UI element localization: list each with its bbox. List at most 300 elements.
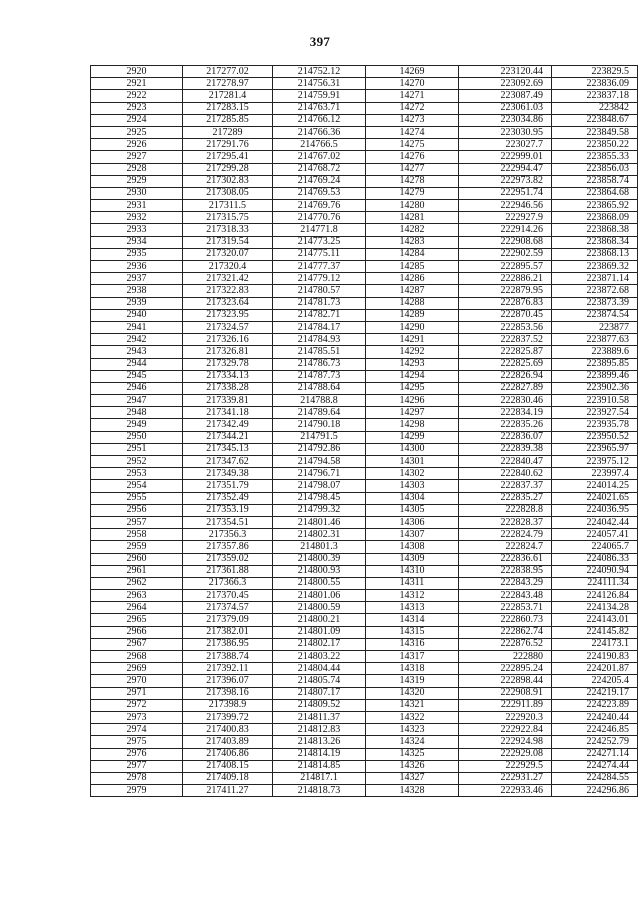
point-number-left-cell: 2966	[91, 626, 183, 638]
x-coordinate-left-cell: 217315.75	[183, 212, 273, 224]
y-coordinate-right-cell: 224145.82	[552, 626, 638, 638]
y-coordinate-left-cell: 214800.93	[273, 565, 366, 577]
x-coordinate-left-cell: 217386.95	[183, 638, 273, 650]
y-coordinate-left-cell: 214786.73	[273, 358, 366, 370]
y-coordinate-left-cell: 214785.51	[273, 346, 366, 358]
x-coordinate-right-cell: 223034.86	[459, 114, 552, 126]
point-number-right-cell: 14318	[366, 663, 459, 675]
x-coordinate-right-cell: 222827.89	[459, 382, 552, 394]
y-coordinate-left-cell: 214798.07	[273, 480, 366, 492]
x-coordinate-left-cell: 217323.95	[183, 309, 273, 321]
x-coordinate-right-cell: 222843.48	[459, 590, 552, 602]
y-coordinate-right-cell: 224086.33	[552, 553, 638, 565]
table-row	[91, 321, 638, 333]
y-coordinate-right-cell: 224126.84	[552, 590, 638, 602]
y-coordinate-left-cell: 214796.71	[273, 468, 366, 480]
point-number-left-cell: 2977	[91, 760, 183, 772]
y-coordinate-left-cell: 214802.31	[273, 529, 366, 541]
point-number-left-cell: 2978	[91, 772, 183, 784]
point-number-right-cell: 14298	[366, 419, 459, 431]
point-number-right-cell: 14291	[366, 334, 459, 346]
x-coordinate-left-cell: 217289	[183, 126, 273, 138]
point-number-left-cell: 2922	[91, 90, 183, 102]
y-coordinate-left-cell: 214817.1	[273, 772, 366, 784]
x-coordinate-left-cell: 217406.86	[183, 748, 273, 760]
x-coordinate-left-cell: 217388.74	[183, 651, 273, 663]
y-coordinate-right-cell: 224246.85	[552, 724, 638, 736]
point-number-left-cell: 2936	[91, 261, 183, 273]
table-row	[91, 492, 638, 504]
point-number-left-cell: 2932	[91, 212, 183, 224]
y-coordinate-right-cell: 223965.97	[552, 443, 638, 455]
y-coordinate-left-cell: 214794.58	[273, 456, 366, 468]
x-coordinate-right-cell: 222946.56	[459, 200, 552, 212]
y-coordinate-left-cell: 214800.21	[273, 614, 366, 626]
y-coordinate-left-cell: 214811.37	[273, 711, 366, 723]
table-row	[91, 785, 638, 797]
x-coordinate-left-cell: 217322.83	[183, 285, 273, 297]
coordinates-table	[90, 65, 638, 797]
point-number-right-cell: 14312	[366, 590, 459, 602]
point-number-left-cell: 2965	[91, 614, 183, 626]
x-coordinate-right-cell: 222828.8	[459, 504, 552, 516]
point-number-left-cell: 2976	[91, 748, 183, 760]
table-row	[91, 187, 638, 199]
y-coordinate-right-cell: 223895.85	[552, 358, 638, 370]
point-number-right-cell: 14327	[366, 772, 459, 784]
table-row	[91, 541, 638, 553]
x-coordinate-left-cell: 217359.02	[183, 553, 273, 565]
y-coordinate-left-cell: 214792.86	[273, 443, 366, 455]
x-coordinate-right-cell: 222920.3	[459, 711, 552, 723]
point-number-left-cell: 2930	[91, 187, 183, 199]
x-coordinate-right-cell: 222835.27	[459, 492, 552, 504]
y-coordinate-left-cell: 214812.83	[273, 724, 366, 736]
x-coordinate-left-cell: 217354.51	[183, 516, 273, 528]
x-coordinate-right-cell: 223027.7	[459, 139, 552, 151]
point-number-right-cell: 14303	[366, 480, 459, 492]
y-coordinate-left-cell: 214801.46	[273, 516, 366, 528]
table-row	[91, 602, 638, 614]
y-coordinate-right-cell: 224296.86	[552, 785, 638, 797]
point-number-right-cell: 14270	[366, 78, 459, 90]
x-coordinate-left-cell: 217345.13	[183, 443, 273, 455]
table-row	[91, 748, 638, 760]
y-coordinate-left-cell: 214775.11	[273, 248, 366, 260]
y-coordinate-left-cell: 214800.59	[273, 602, 366, 614]
y-coordinate-left-cell: 214779.12	[273, 273, 366, 285]
table-row	[91, 261, 638, 273]
table-row	[91, 565, 638, 577]
y-coordinate-left-cell: 214802.17	[273, 638, 366, 650]
point-number-left-cell: 2974	[91, 724, 183, 736]
point-number-right-cell: 14292	[366, 346, 459, 358]
x-coordinate-right-cell: 223030.95	[459, 126, 552, 138]
x-coordinate-right-cell: 222870.45	[459, 309, 552, 321]
point-number-left-cell: 2935	[91, 248, 183, 260]
point-number-right-cell: 14278	[366, 175, 459, 187]
y-coordinate-right-cell: 223849.58	[552, 126, 638, 138]
y-coordinate-right-cell: 223902.36	[552, 382, 638, 394]
y-coordinate-right-cell: 223864.68	[552, 187, 638, 199]
x-coordinate-left-cell: 217319.54	[183, 236, 273, 248]
y-coordinate-right-cell: 224143.01	[552, 614, 638, 626]
table-row	[91, 651, 638, 663]
y-coordinate-right-cell: 223868.34	[552, 236, 638, 248]
table-row	[91, 419, 638, 431]
y-coordinate-right-cell: 223873.39	[552, 297, 638, 309]
table-row	[91, 163, 638, 175]
point-number-left-cell: 2967	[91, 638, 183, 650]
point-number-left-cell: 2933	[91, 224, 183, 236]
point-number-left-cell: 2953	[91, 468, 183, 480]
x-coordinate-left-cell: 217277.02	[183, 66, 273, 78]
x-coordinate-left-cell: 217334.13	[183, 370, 273, 382]
table-row	[91, 236, 638, 248]
table-row	[91, 626, 638, 638]
y-coordinate-right-cell: 223842	[552, 102, 638, 114]
table-row	[91, 114, 638, 126]
y-coordinate-right-cell: 223829.5	[552, 66, 638, 78]
point-number-right-cell: 14302	[366, 468, 459, 480]
y-coordinate-left-cell: 214766.12	[273, 114, 366, 126]
x-coordinate-right-cell: 222929.08	[459, 748, 552, 760]
table-row	[91, 468, 638, 480]
x-coordinate-left-cell: 217392.11	[183, 663, 273, 675]
x-coordinate-right-cell: 222853.71	[459, 602, 552, 614]
point-number-right-cell: 14311	[366, 577, 459, 589]
y-coordinate-right-cell: 224057.41	[552, 529, 638, 541]
x-coordinate-left-cell: 217329.78	[183, 358, 273, 370]
point-number-right-cell: 14273	[366, 114, 459, 126]
table-row	[91, 224, 638, 236]
x-coordinate-right-cell: 222843.29	[459, 577, 552, 589]
point-number-left-cell: 2972	[91, 699, 183, 711]
y-coordinate-right-cell: 223871.14	[552, 273, 638, 285]
y-coordinate-right-cell: 224284.55	[552, 772, 638, 784]
point-number-right-cell: 14324	[366, 736, 459, 748]
y-coordinate-left-cell: 214803.22	[273, 651, 366, 663]
x-coordinate-right-cell: 222840.47	[459, 456, 552, 468]
table-row	[91, 66, 638, 78]
x-coordinate-left-cell: 217403.89	[183, 736, 273, 748]
y-coordinate-right-cell: 223997.4	[552, 468, 638, 480]
x-coordinate-right-cell: 222902.59	[459, 248, 552, 260]
x-coordinate-right-cell: 222922.84	[459, 724, 552, 736]
x-coordinate-right-cell: 222837.52	[459, 334, 552, 346]
x-coordinate-right-cell: 222911.89	[459, 699, 552, 711]
x-coordinate-left-cell: 217342.49	[183, 419, 273, 431]
y-coordinate-right-cell: 223868.13	[552, 248, 638, 260]
y-coordinate-left-cell: 214767.02	[273, 151, 366, 163]
x-coordinate-left-cell: 217283.15	[183, 102, 273, 114]
coordinates-table-body	[91, 66, 638, 797]
point-number-left-cell: 2942	[91, 334, 183, 346]
y-coordinate-right-cell: 224219.17	[552, 687, 638, 699]
point-number-right-cell: 14313	[366, 602, 459, 614]
table-row	[91, 395, 638, 407]
table-row	[91, 151, 638, 163]
y-coordinate-left-cell: 214798.45	[273, 492, 366, 504]
table-row	[91, 711, 638, 723]
x-coordinate-right-cell: 222828.37	[459, 516, 552, 528]
y-coordinate-right-cell: 224111.34	[552, 577, 638, 589]
table-row	[91, 553, 638, 565]
x-coordinate-right-cell: 223087.49	[459, 90, 552, 102]
point-number-right-cell: 14316	[366, 638, 459, 650]
y-coordinate-right-cell: 224201.87	[552, 663, 638, 675]
point-number-right-cell: 14309	[366, 553, 459, 565]
table-row	[91, 504, 638, 516]
point-number-left-cell: 2928	[91, 163, 183, 175]
point-number-left-cell: 2952	[91, 456, 183, 468]
x-coordinate-left-cell: 217326.81	[183, 346, 273, 358]
y-coordinate-left-cell: 214784.93	[273, 334, 366, 346]
y-coordinate-left-cell: 214777.37	[273, 261, 366, 273]
y-coordinate-left-cell: 214801.3	[273, 541, 366, 553]
point-number-right-cell: 14285	[366, 261, 459, 273]
x-coordinate-right-cell: 222999.01	[459, 151, 552, 163]
point-number-right-cell: 14308	[366, 541, 459, 553]
x-coordinate-left-cell: 217379.09	[183, 614, 273, 626]
x-coordinate-right-cell: 222908.68	[459, 236, 552, 248]
point-number-left-cell: 2929	[91, 175, 183, 187]
y-coordinate-left-cell: 214807.17	[273, 687, 366, 699]
x-coordinate-left-cell: 217341.18	[183, 407, 273, 419]
y-coordinate-left-cell: 214781.73	[273, 297, 366, 309]
y-coordinate-right-cell: 223975.12	[552, 456, 638, 468]
table-row	[91, 212, 638, 224]
point-number-left-cell: 2971	[91, 687, 183, 699]
point-number-right-cell: 14310	[366, 565, 459, 577]
point-number-left-cell: 2949	[91, 419, 183, 431]
point-number-left-cell: 2975	[91, 736, 183, 748]
y-coordinate-left-cell: 214780.57	[273, 285, 366, 297]
table-row	[91, 431, 638, 443]
x-coordinate-left-cell: 217351.79	[183, 480, 273, 492]
point-number-right-cell: 14297	[366, 407, 459, 419]
x-coordinate-left-cell: 217366.3	[183, 577, 273, 589]
y-coordinate-left-cell: 214800.39	[273, 553, 366, 565]
x-coordinate-right-cell: 222886.21	[459, 273, 552, 285]
y-coordinate-left-cell: 214814.85	[273, 760, 366, 772]
x-coordinate-right-cell: 222908.91	[459, 687, 552, 699]
x-coordinate-right-cell: 222835.26	[459, 419, 552, 431]
point-number-right-cell: 14280	[366, 200, 459, 212]
x-coordinate-right-cell: 222853.56	[459, 321, 552, 333]
x-coordinate-right-cell: 222898.44	[459, 675, 552, 687]
point-number-right-cell: 14293	[366, 358, 459, 370]
y-coordinate-left-cell: 214784.17	[273, 321, 366, 333]
table-row	[91, 334, 638, 346]
y-coordinate-left-cell: 214814.19	[273, 748, 366, 760]
table-row	[91, 407, 638, 419]
y-coordinate-left-cell: 214771.8	[273, 224, 366, 236]
y-coordinate-right-cell: 223899.46	[552, 370, 638, 382]
y-coordinate-left-cell: 214804.44	[273, 663, 366, 675]
point-number-right-cell: 14290	[366, 321, 459, 333]
y-coordinate-right-cell: 223850.22	[552, 139, 638, 151]
y-coordinate-left-cell: 214773.25	[273, 236, 366, 248]
table-row	[91, 456, 638, 468]
point-number-right-cell: 14319	[366, 675, 459, 687]
point-number-right-cell: 14323	[366, 724, 459, 736]
point-number-left-cell: 2939	[91, 297, 183, 309]
y-coordinate-left-cell: 214752.12	[273, 66, 366, 78]
x-coordinate-left-cell: 217320.07	[183, 248, 273, 260]
point-number-right-cell: 14283	[366, 236, 459, 248]
table-row	[91, 724, 638, 736]
y-coordinate-left-cell: 214813.26	[273, 736, 366, 748]
table-row	[91, 516, 638, 528]
x-coordinate-left-cell: 217339.81	[183, 395, 273, 407]
y-coordinate-left-cell: 214766.36	[273, 126, 366, 138]
y-coordinate-left-cell: 214787.73	[273, 370, 366, 382]
y-coordinate-right-cell: 223877.63	[552, 334, 638, 346]
point-number-left-cell: 2931	[91, 200, 183, 212]
point-number-right-cell: 14314	[366, 614, 459, 626]
x-coordinate-left-cell: 217295.41	[183, 151, 273, 163]
table-row	[91, 273, 638, 285]
y-coordinate-right-cell: 224274.44	[552, 760, 638, 772]
y-coordinate-left-cell: 214769.53	[273, 187, 366, 199]
y-coordinate-right-cell: 223855.33	[552, 151, 638, 163]
x-coordinate-right-cell: 222880	[459, 651, 552, 663]
point-number-right-cell: 14315	[366, 626, 459, 638]
point-number-right-cell: 14301	[366, 456, 459, 468]
x-coordinate-right-cell: 222836.07	[459, 431, 552, 443]
x-coordinate-right-cell: 223120.44	[459, 66, 552, 78]
point-number-left-cell: 2959	[91, 541, 183, 553]
x-coordinate-left-cell: 217318.33	[183, 224, 273, 236]
point-number-left-cell: 2961	[91, 565, 183, 577]
y-coordinate-left-cell: 214759.91	[273, 90, 366, 102]
y-coordinate-right-cell: 224190.83	[552, 651, 638, 663]
x-coordinate-right-cell: 222838.95	[459, 565, 552, 577]
point-number-left-cell: 2969	[91, 663, 183, 675]
point-number-left-cell: 2948	[91, 407, 183, 419]
y-coordinate-right-cell: 223935.78	[552, 419, 638, 431]
table-row	[91, 200, 638, 212]
x-coordinate-left-cell: 217370.45	[183, 590, 273, 602]
y-coordinate-left-cell: 214770.76	[273, 212, 366, 224]
y-coordinate-left-cell: 214809.52	[273, 699, 366, 711]
y-coordinate-right-cell: 223950.52	[552, 431, 638, 443]
point-number-left-cell: 2944	[91, 358, 183, 370]
point-number-right-cell: 14289	[366, 309, 459, 321]
y-coordinate-right-cell: 223865.92	[552, 200, 638, 212]
point-number-left-cell: 2927	[91, 151, 183, 163]
y-coordinate-right-cell: 223872.68	[552, 285, 638, 297]
x-coordinate-right-cell: 223061.03	[459, 102, 552, 114]
y-coordinate-right-cell: 224014.25	[552, 480, 638, 492]
x-coordinate-left-cell: 217320.4	[183, 261, 273, 273]
point-number-right-cell: 14281	[366, 212, 459, 224]
x-coordinate-right-cell: 222826.94	[459, 370, 552, 382]
point-number-left-cell: 2941	[91, 321, 183, 333]
x-coordinate-left-cell: 217338.28	[183, 382, 273, 394]
point-number-left-cell: 2937	[91, 273, 183, 285]
point-number-right-cell: 14288	[366, 297, 459, 309]
point-number-left-cell: 2963	[91, 590, 183, 602]
x-coordinate-left-cell: 217353.19	[183, 504, 273, 516]
y-coordinate-left-cell: 214799.32	[273, 504, 366, 516]
x-coordinate-right-cell: 222895.24	[459, 663, 552, 675]
x-coordinate-right-cell: 222929.5	[459, 760, 552, 772]
x-coordinate-left-cell: 217344.21	[183, 431, 273, 443]
table-row	[91, 309, 638, 321]
x-coordinate-right-cell: 222862.74	[459, 626, 552, 638]
y-coordinate-right-cell: 223836.09	[552, 78, 638, 90]
point-number-right-cell: 14282	[366, 224, 459, 236]
point-number-left-cell: 2950	[91, 431, 183, 443]
x-coordinate-left-cell: 217347.62	[183, 456, 273, 468]
point-number-left-cell: 2960	[91, 553, 183, 565]
x-coordinate-left-cell: 217357.86	[183, 541, 273, 553]
x-coordinate-right-cell: 222895.57	[459, 261, 552, 273]
y-coordinate-left-cell: 214768.72	[273, 163, 366, 175]
y-coordinate-right-cell: 223848.67	[552, 114, 638, 126]
point-number-left-cell: 2938	[91, 285, 183, 297]
point-number-right-cell: 14305	[366, 504, 459, 516]
table-row	[91, 358, 638, 370]
y-coordinate-right-cell: 224240.44	[552, 711, 638, 723]
x-coordinate-left-cell: 217398.9	[183, 699, 273, 711]
point-number-right-cell: 14286	[366, 273, 459, 285]
point-number-right-cell: 14277	[366, 163, 459, 175]
y-coordinate-left-cell: 214788.8	[273, 395, 366, 407]
table-row	[91, 699, 638, 711]
x-coordinate-right-cell: 223092.69	[459, 78, 552, 90]
table-row	[91, 90, 638, 102]
y-coordinate-right-cell: 224036.95	[552, 504, 638, 516]
page-number: 397	[309, 34, 331, 49]
table-row	[91, 139, 638, 151]
y-coordinate-right-cell: 224042.44	[552, 516, 638, 528]
y-coordinate-right-cell: 223889.6	[552, 346, 638, 358]
x-coordinate-left-cell: 217399.72	[183, 711, 273, 723]
table-row	[91, 614, 638, 626]
point-number-right-cell: 14320	[366, 687, 459, 699]
x-coordinate-right-cell: 222927.9	[459, 212, 552, 224]
y-coordinate-right-cell: 223869.32	[552, 261, 638, 273]
point-number-left-cell: 2957	[91, 516, 183, 528]
point-number-left-cell: 2921	[91, 78, 183, 90]
x-coordinate-right-cell: 222914.26	[459, 224, 552, 236]
point-number-left-cell: 2955	[91, 492, 183, 504]
point-number-left-cell: 2947	[91, 395, 183, 407]
point-number-left-cell: 2970	[91, 675, 183, 687]
y-coordinate-right-cell: 224205.4	[552, 675, 638, 687]
x-coordinate-left-cell: 217308.05	[183, 187, 273, 199]
point-number-right-cell: 14296	[366, 395, 459, 407]
point-number-left-cell: 2943	[91, 346, 183, 358]
y-coordinate-right-cell: 223877	[552, 321, 638, 333]
point-number-left-cell: 2951	[91, 443, 183, 455]
y-coordinate-right-cell: 223874.54	[552, 309, 638, 321]
x-coordinate-left-cell: 217321.42	[183, 273, 273, 285]
table-row	[91, 346, 638, 358]
x-coordinate-right-cell: 222933.46	[459, 785, 552, 797]
y-coordinate-left-cell: 214789.64	[273, 407, 366, 419]
y-coordinate-left-cell: 214805.74	[273, 675, 366, 687]
table-row	[91, 248, 638, 260]
point-number-left-cell: 2924	[91, 114, 183, 126]
x-coordinate-right-cell: 222840.62	[459, 468, 552, 480]
x-coordinate-left-cell: 217361.88	[183, 565, 273, 577]
point-number-left-cell: 2956	[91, 504, 183, 516]
x-coordinate-right-cell: 222951.74	[459, 187, 552, 199]
